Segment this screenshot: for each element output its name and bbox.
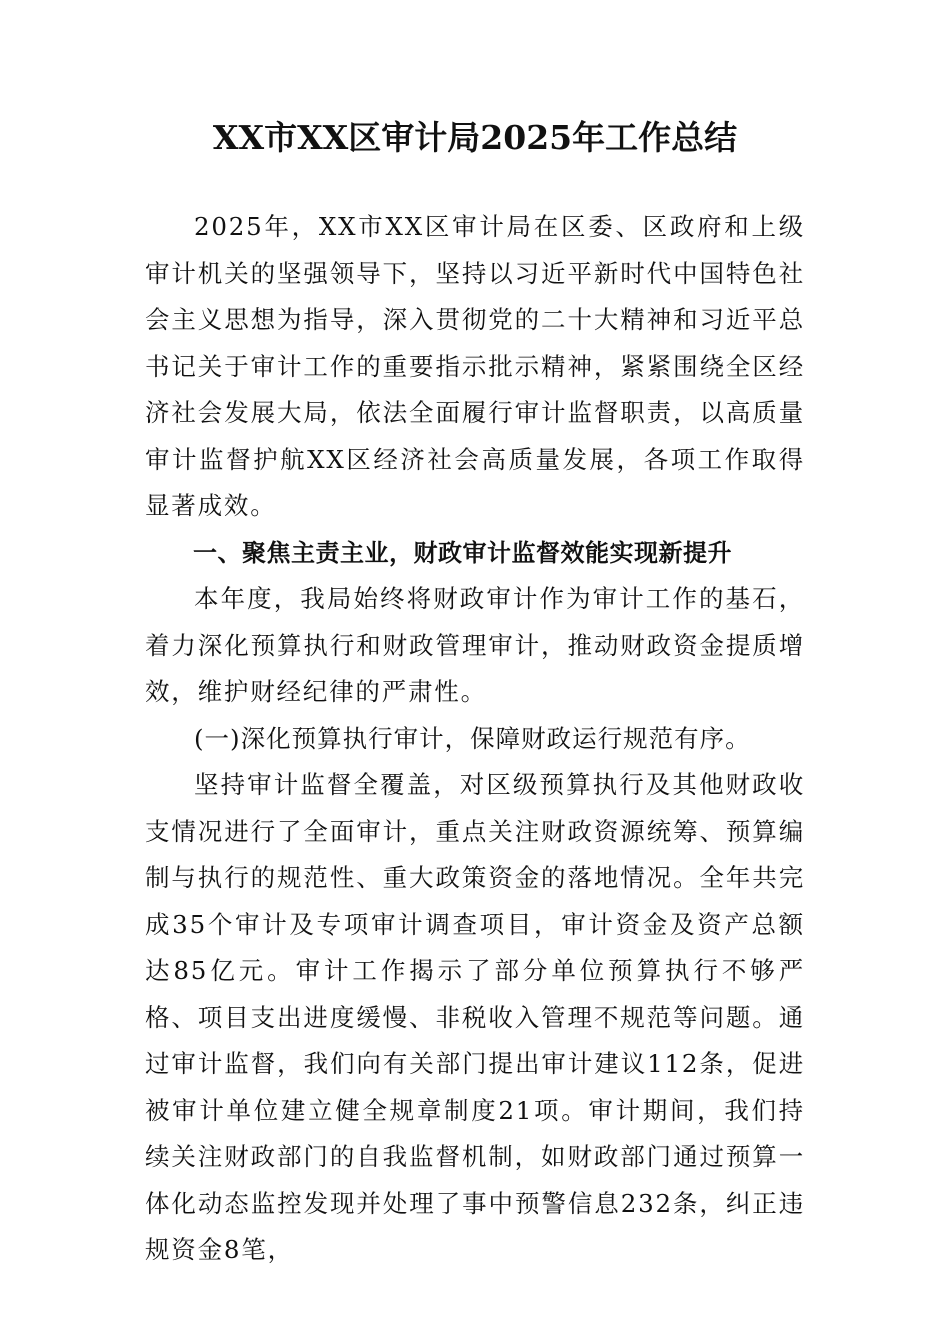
document-title: XX市XX区审计局2025年工作总结 xyxy=(212,118,738,157)
section-1-body: 本年度，我局始终将财政审计作为审计工作的基石，着力深化预算执行和财政管理审计，推动财政资金提质增效，维护财经纪律的严肃性。 xyxy=(145,584,805,706)
intro-paragraph: 2025年，XX市XX区审计局在区委、区政府和上级审计机关的坚强领导下，坚持以习近平新时代中国特色社会主义思想为指导，深入贯彻党的二十大精神和习近平总书记关于审计工作的重要指示批示精神，紧紧围绕全区经济社会发展大局，依法全面履行审计监督职责，以高质量审计监督护航XX区经济社会高质量发展，各项工作取得显著成效。 xyxy=(145,212,805,520)
section-1-heading: 一、聚焦主责主业，财政审计监督效能实现新提升 xyxy=(193,538,732,567)
subsection-1-heading: (一)深化预算执行审计，保障财政运行规范有序。 xyxy=(194,723,751,753)
subsection-1-body: 坚持审计监督全覆盖，对区级预算执行及其他财政收支情况进行了全面审计，重点关注财政资源统筹、预算编制与执行的规范性、重大政策资金的落地情况。全年共完成35个审计及专项审计调查项目，审计资金及资产总额达85亿元。审计工作揭示了部分单位预算执行不够严格、项目支出进度缓慢、非税收入管理不规范等问题。通过审计监督，我们向有关部门提出审计建议112条，促进被审计单位建立健全规章制度21项。审计期间，我们持续关注财政部门的自我监督机制，如财政部门通过预算一体化动态监控发现并处理了事中预警信息232条，纠正违规资金8笔， xyxy=(145,770,805,1264)
